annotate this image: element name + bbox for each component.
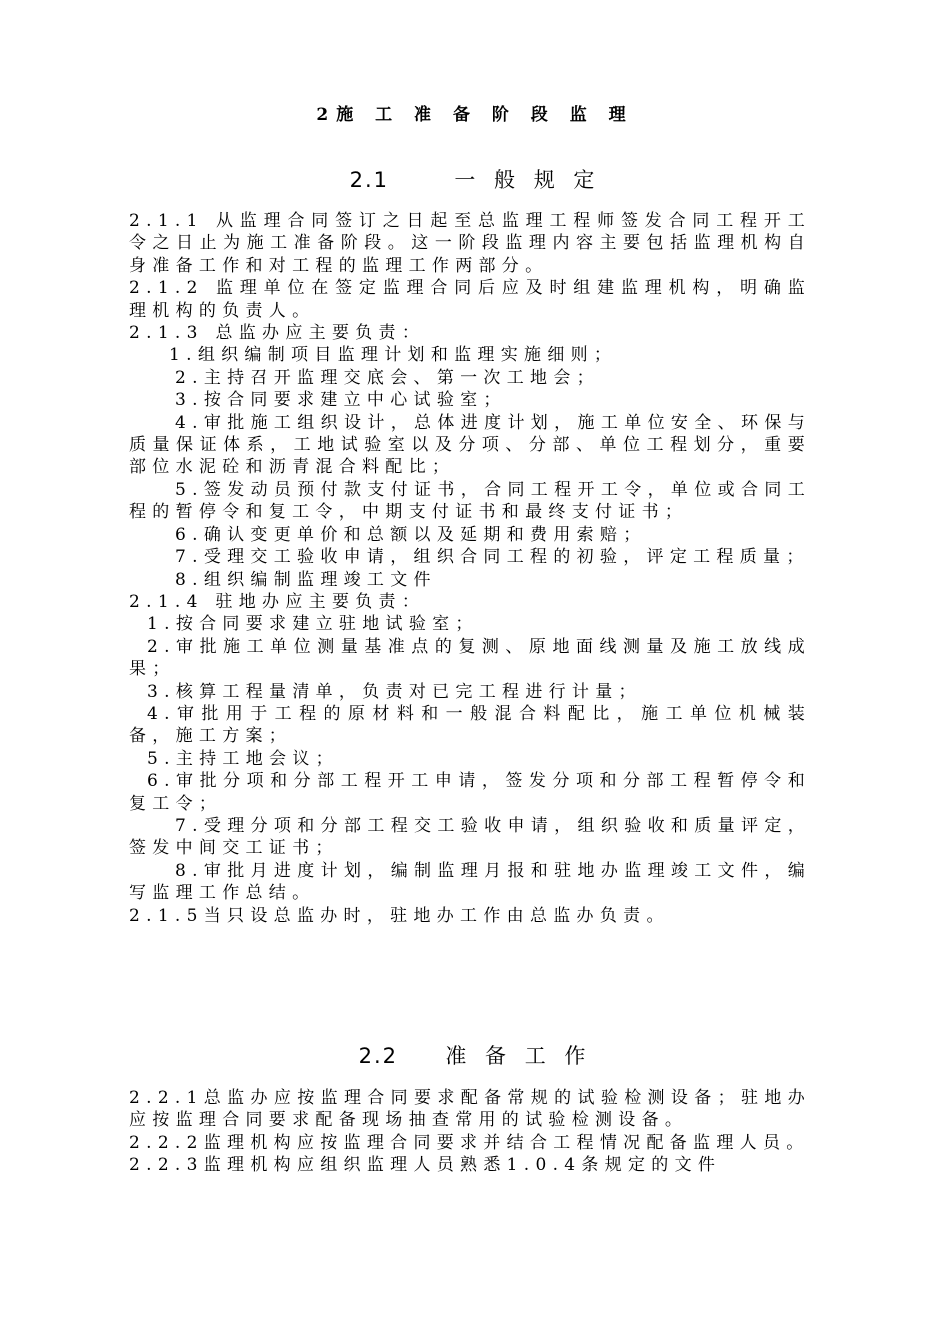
section-2-2-body xyxy=(129,1087,811,1177)
list-item: 2.审批施工单位测量基准点的复测、原地面线测量及施工放线成果； xyxy=(129,636,811,680)
section-number: 2.1 xyxy=(349,168,389,192)
chapter-title: 2施 工 准 备 阶 段 监 理 xyxy=(316,105,634,125)
clause-2-1-3: 2.1.3 总监办应主要负责： xyxy=(129,323,426,344)
clause-2-2-1: 2.2.1总监办应按监理合同要求配备常规的试验检测设备；驻地办应按监理合同要求配备现场抽查常用的试验检测设备。 xyxy=(129,1088,811,1131)
list-item: 1.组织编制项目监理计划和监理实施细则； xyxy=(169,345,618,366)
clause-2-1-1: 2.1.1 从监理合同签订之日起至总监理工程师签发合同工程开工令之日止为施工准备阶段。这一阶段监理内容主要包括监理机构自身准备工作和对工程的监理工作两部分。 xyxy=(129,211,811,276)
clause-2-1-5: 2.1.5当只设总监办时，驻地办工作由总监办负责。 xyxy=(129,905,670,926)
list-item: 6.审批分项和分部工程开工申请，签发分项和分部工程暂停令和复工令； xyxy=(129,771,811,814)
list-item: 4.审批用于工程的原材料和一般混合料配比，施工单位机械装备，施工方案； xyxy=(129,703,811,747)
list-item: 3.核算工程量清单，负责对已完工程进行计量； xyxy=(147,681,642,702)
list-item: 5.签发动员预付款支付证书，合同工程开工令，单位或合同工程的暂停令和复工令，中期支付证书和最终支付证书； xyxy=(129,479,811,523)
list-item: 7.受理交工验收申请，组织合同工程的初验，评定工程质量； xyxy=(175,547,810,568)
list-item: 2.主持召开监理交底会、第一次工地会； xyxy=(175,367,600,388)
list-item: 7.受理分项和分部工程交工验收申请，组织验收和质量评定，签发中间交工证书； xyxy=(129,815,811,859)
clause-2-2-3: 2.2.3监理机构应组织监理人员熟悉1.0.4条规定的文件 xyxy=(129,1155,722,1176)
section-heading-2-2 xyxy=(0,1040,950,1070)
list-item: 8.组织编制监理竣工文件 xyxy=(175,569,437,590)
list-item: 8.审批月进度计划，编制监理月报和驻地办监理竣工文件，编写监理工作总结。 xyxy=(129,860,811,904)
list-item: 5.主持工地会议； xyxy=(147,748,339,769)
clause-2-1-2: 2.1.2 监理单位在签定监理合同后应及时组建监理机构，明确监理机构的负责人。 xyxy=(129,278,811,321)
list-item: 4.审批施工组织设计，总体进度计划，施工单位安全、环保与质量保证体系，工地试验室以及分项、分部、单位工程划分，重要部位水泥砼和沥青混合料配比； xyxy=(129,412,811,478)
section-number: 2.2 xyxy=(358,1044,398,1068)
list-item: 6.确认变更单价和总额以及延期和费用索赔； xyxy=(175,524,647,545)
clause-2-2-2: 2.2.2监理机构应按监理合同要求并结合工程情况配备监理人员。 xyxy=(129,1132,810,1153)
section-title-text: 准 备 工 作 xyxy=(445,1044,592,1068)
section-2-1-body xyxy=(129,210,811,927)
section-heading-2-1 xyxy=(0,164,950,194)
section-title-text: 一 般 规 定 xyxy=(454,168,601,192)
list-item: 3.按合同要求建立中心试验室； xyxy=(175,390,507,411)
clause-2-1-4: 2.1.4 驻地办应主要负责： xyxy=(129,591,426,612)
list-item: 1.按合同要求建立驻地试验室； xyxy=(147,614,479,635)
